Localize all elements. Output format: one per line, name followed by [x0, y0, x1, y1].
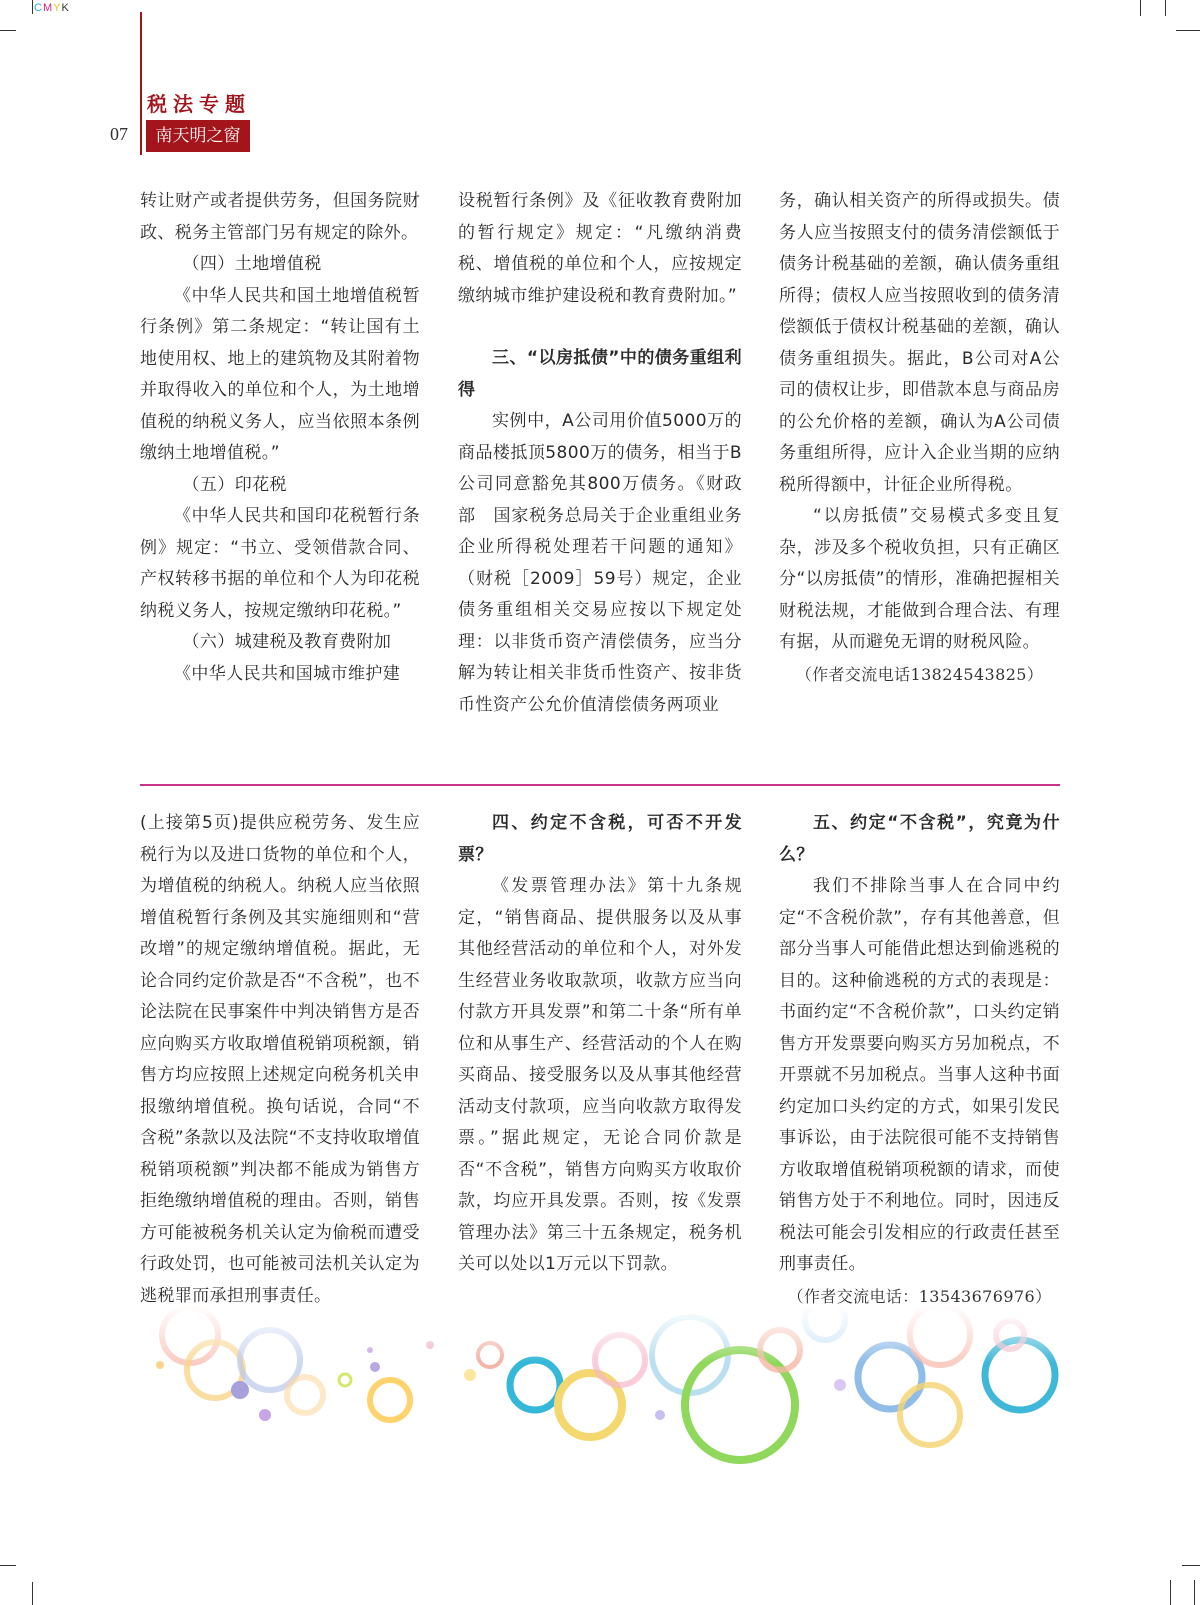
crop-mark	[1170, 1580, 1171, 1605]
paragraph: 《中华人民共和国印花税暂行条例》规定：“书立、受领借款合同、产权转移书据的单位和个人为印花税纳税义务人，按规定缴纳印花税。”	[140, 506, 420, 621]
paragraph: （四）土地增值税	[182, 254, 322, 274]
section-heading: 三、“以房抵债”中的债务重组利得	[458, 348, 742, 400]
paragraph: （六）城建税及教育费附加	[182, 632, 392, 652]
crop-mark	[1194, 1580, 1195, 1605]
paragraph: 《中华人民共和国城市维护建	[174, 663, 401, 684]
bottom-column-3	[779, 808, 1060, 1312]
crop-mark	[1165, 0, 1166, 16]
top-column-1	[140, 186, 420, 690]
crop-mark	[1140, 0, 1141, 16]
bottom-column-2	[458, 808, 742, 1281]
section-divider	[140, 784, 1060, 786]
top-column-3	[779, 186, 1060, 690]
header-red-bar	[140, 12, 142, 155]
section-heading: 四、约定不含税，可否不开发票？	[458, 813, 742, 865]
crop-mark	[0, 30, 16, 31]
author-contact: （作者交流电话：13543676976）	[787, 1286, 1052, 1306]
bottom-column-1	[140, 808, 420, 1312]
page-number: 07	[110, 124, 128, 144]
crop-mark	[32, 0, 33, 14]
paragraph: (上接第5页)提供应税劳务、发生应税行为以及进口货物的单位和个人，为增值税的纳税人。纳税人应当依照增值税暂行条例及其实施细则和“营改增”的规定缴纳增值税。据此，无论合同约定价款是否“不含税”，也不论法院在民事案件中判决销售方是否应向购买方收取增值税销项税额，销售方均应按照上述规定向税务机关申报缴纳增值税。换句话说，合同“不含税”条款以及法院“不支持收取增值税销项税额”判决都不能成为销售方拒绝缴纳增值税的理由。否则，销售方可能被税务机关认定为偷税而遭受行政处罚，也可能被司法机关认定为逃税罪而承担刑事责任。	[140, 813, 420, 1306]
decorative-circles-image	[140, 1305, 1068, 1470]
section-title: 税法专题	[147, 92, 251, 116]
top-column-2	[458, 186, 742, 721]
crop-mark	[1176, 30, 1200, 31]
paragraph: （五）印花税	[182, 474, 287, 495]
paragraph: 《中华人民共和国土地增值税暂行条例》第二条规定：“转让国有土地使用权、地上的建筑物及其附着物并取得收入的单位和个人，为土地增值税的纳税义务人，应当依照本条例缴纳土地增值税。”	[140, 285, 420, 463]
paragraph: “以房抵债”交易模式多变且复杂，涉及多个税收负担，只有正确区分“以房抵债”的情形，准确把握相关财税法规，才能做到合理合法、有理有据，从而避免无谓的财税风险。	[779, 506, 1060, 652]
crop-mark	[1182, 1565, 1200, 1566]
paragraph: 《发票管理办法》第十九条规定，“销售商品、提供服务以及从事其他经营活动的单位和个人，对外发生经营业务收取款项，收款方应当向付款方开具发票”和第二十条“所有单位和从事生产、经营活动的个人在购买商品、接受服务以及从事其他经营活动支付款项，应当向收款方取得发票。”据此规定，无论合同价款是否“不含税”，销售方向购买方收取价款，均应开具发票。否则，按《发票管理办法》第三十五条规定，税务机关可以处以1万元以下罚款。	[458, 876, 742, 1274]
paragraph: 务，确认相关资产的所得或损失。债务人应当按照支付的债务清偿额低于债务计税基础的差额，确认债务重组所得；债权人应当按照收到的债务清偿额低于债权计税基础的差额，确认债务重组损失。据此，B公司对A公司的债权让步，即借款本息与商品房的公允价格的差额，确认为A公司债务重组所得，应计入企业当期的应纳税所得额中，计征企业所得税。	[779, 191, 1060, 495]
paragraph: 转让财产或者提供劳务，但国务院财政、税务主管部门另有规定的除外。	[140, 191, 420, 243]
section-heading: 五、约定“不含税”，究竟为什么？	[779, 813, 1060, 865]
crop-mark	[32, 1582, 33, 1605]
author-contact: （作者交流电话13824543825）	[795, 664, 1044, 684]
crop-mark	[0, 1565, 16, 1566]
cmyk-mark: CMYK	[34, 2, 70, 14]
column-label: 南天明之窗	[146, 120, 250, 152]
paragraph: 设税暂行条例》及《征收教育费附加的暂行规定》规定：“凡缴纳消费税、增值税的单位和个人，应按规定缴纳城市维护建设税和教育费附加。”	[458, 191, 742, 306]
paragraph: 我们不排除当事人在合同中约定“不含税价款”，存有其他善意，但部分当事人可能借此想达到偷逃税的目的。这种偷逃税的方式的表现是：书面约定“不含税价款”，口头约定销售方开发票要向购买方另加税点，不开票就不另加税点。当事人这种书面约定加口头约定的方式，如果引发民事诉讼，由于法院很可能不支持销售方收取增值税销项税额的请求，而使销售方处于不利地位。同时，因违反税法可能会引发相应的行政责任甚至刑事责任。	[779, 876, 1060, 1274]
paragraph: 实例中，A公司用价值5000万的商品楼抵顶5800万的债务，相当于B公司同意豁免其800万债务。《财政部 国家税务总局关于企业重组业务企业所得税处理若干问题的通知》（财税［2009］59号）规定，企业债务重组相关交易应按以下规定处理：以非货币资产清偿债务，应当分解为转让相关非货币性资产、按非货币性资产公允价值清偿债务两项业	[458, 411, 742, 715]
